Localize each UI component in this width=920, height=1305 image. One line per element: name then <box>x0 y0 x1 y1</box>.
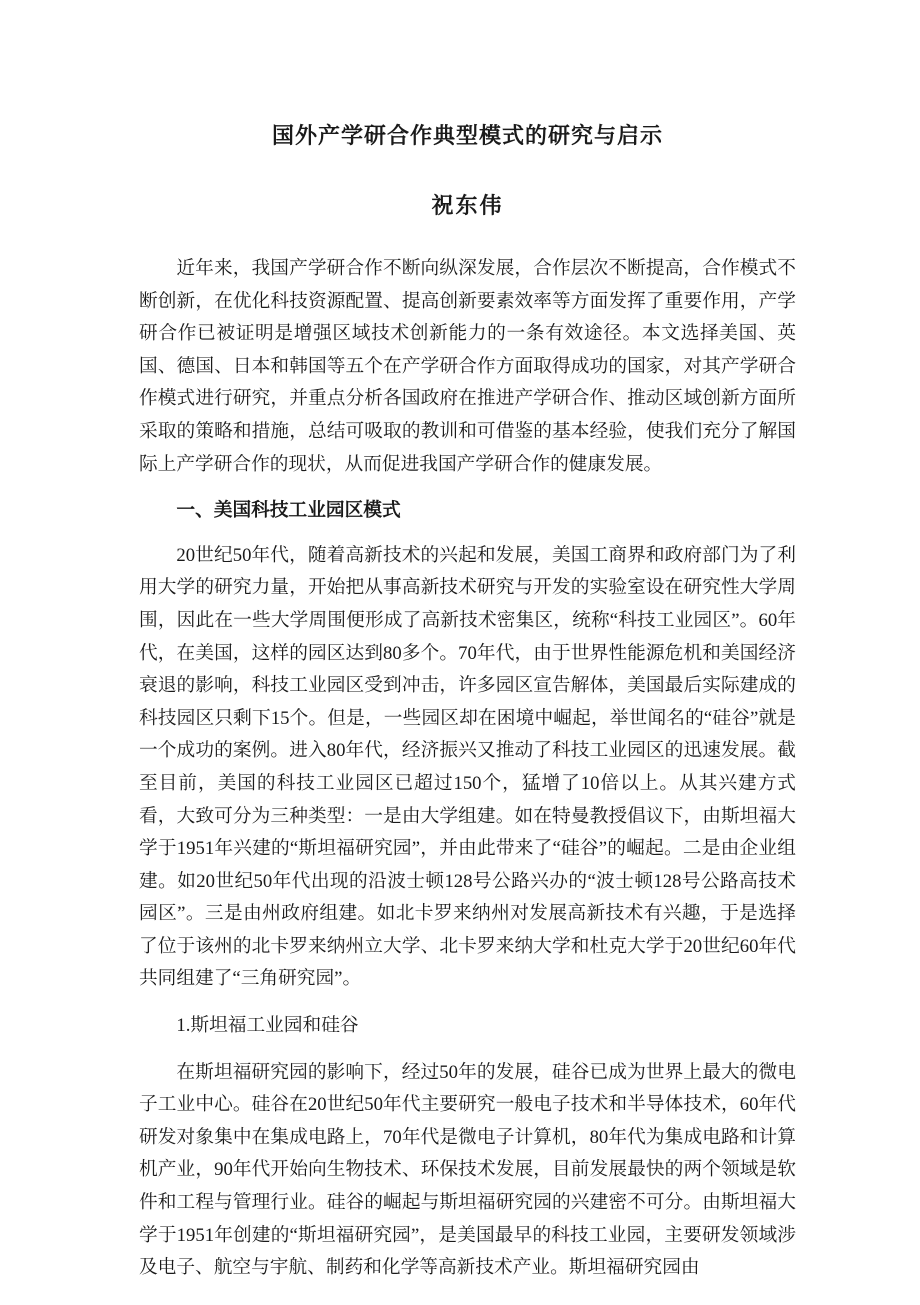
intro-paragraph: 近年来，我国产学研合作不断向纵深发展，合作层次不断提高，合作模式不断创新，在优化科技资源配置、提高创新要素效率等方面发挥了重要作用，产学研合作已被证明是增强区域技术创新能力的一条有效途径。本文选择美国、英国、德国、日本和韩国等五个在产学研合作方面取得成功的国家，对其产学研合作模式进行研究，并重点分析各国政府在推进产学研合作、推动区域创新方面所采取的策略和措施，总结可吸取的教训和可借鉴的基本经验，使我们充分了解国际上产学研合作的现状，从而促进我国产学研合作的健康发展。 <box>139 258 796 475</box>
subsection-heading: 1.斯坦福工业园和硅谷 <box>176 1015 359 1037</box>
document-title: 国外产学研合作典型模式的研究与启示 <box>271 123 663 148</box>
document-page <box>139 0 796 1305</box>
body-paragraph: 20世纪50年代，随着高新技术的兴起和发展，美国工商界和政府部门为了利用大学的研究力量，开始把从事高新技术研究与开发的实验室设在研究性大学周围，因此在一些大学周围便形成了高新技术密集区，统称“科技工业园区”。60年代，在美国，这样的园区达到80多个。70年代，由于世界性能源危机和美国经济衰退的影响，科技工业园区受到冲击，许多园区宣告解体，美国最后实际建成的科技园区只剩下15个。但是，一些园区却在困境中崛起，举世闻名的“硅谷”就是一个成功的案例。进入80年代，经济振兴又推动了科技工业园区的迅速发展。截至目前，美国的科技工业园区已超过150个，猛增了10倍以上。从其兴建方式看，大致可分为三种类型：一是由大学组建。如在特曼教授倡议下，由斯坦福大学于1951年兴建的“斯坦福研究园”，并由此带来了“硅谷”的崛起。二是由企业组建。如20世纪50年代出现的沿波士顿128号公路兴办的“波士顿128号公路高技术园区”。三是由州政府组建。如北卡罗来纳州对发展高新技术有兴趣，于是选择了位于该州的北卡罗来纳州立大学、北卡罗来纳大学和杜克大学于20世纪60年代共同组建了“三角研究园”。 <box>139 544 796 990</box>
body-paragraph: 在斯坦福研究园的影响下，经过50年的发展，硅谷已成为世界上最大的微电子工业中心。硅谷在20世纪50年代主要研究一般电子技术和半导体技术，60年代研发对象集中在集成电路上，70年代是微电子计算机，80年代为集成电路和计算机产业，90年代开始向生物技术、环保技术发展，目前发展最快的两个领域是软件和工程与管理行业。硅谷的崛起与斯坦福研究园的兴建密不可分。由斯坦福大学于1951年创建的“斯坦福研究园”，是美国最早的科技工业园，主要研发领域涉及电子、航空与宇航、制药和化学等高新技术产业。斯坦福研究园由 <box>139 1061 796 1279</box>
section-heading: 一、美国科技工业园区模式 <box>176 500 401 522</box>
document-author: 祝东伟 <box>431 193 504 218</box>
